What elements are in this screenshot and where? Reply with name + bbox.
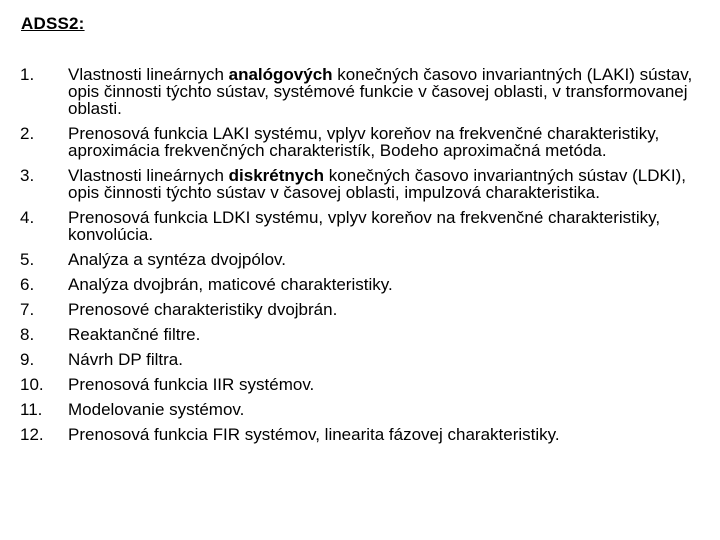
list-item <box>20 167 710 201</box>
item-number: 5. <box>20 250 35 269</box>
item-text-segment: Prenosová funkcia IIR systémov. <box>68 375 315 394</box>
list-item <box>20 401 710 418</box>
item-number: 11. <box>20 400 43 419</box>
list-item <box>20 326 710 343</box>
item-text-segment: Analýza dvojbrán, maticové charakteristiky. <box>68 275 393 294</box>
item-text <box>68 251 710 268</box>
item-text <box>68 66 710 117</box>
item-text <box>68 276 710 293</box>
item-number: 3. <box>20 166 35 185</box>
item-text-segment: Vlastnosti lineárnych <box>68 166 229 185</box>
item-text-segment: Vlastnosti lineárnych <box>68 65 229 84</box>
emphasized-text: analógových <box>228 65 333 84</box>
item-number: 8. <box>20 325 35 344</box>
item-text <box>68 351 710 368</box>
item-text <box>68 209 710 243</box>
list-item <box>20 276 710 293</box>
item-number: 6. <box>20 275 35 294</box>
item-number: 4. <box>20 208 35 227</box>
item-text-segment: konečných časovo invariantných sústav (LDKI), opis činnosti týchto sústav v časovej oblasti, impulzová charakteristika. <box>68 166 686 202</box>
item-text <box>68 401 710 418</box>
item-text <box>68 125 710 159</box>
item-text <box>68 301 710 318</box>
emphasized-text: diskrétnych <box>228 166 325 185</box>
item-number: 7. <box>20 300 35 319</box>
list-item <box>20 376 710 393</box>
item-number: 12. <box>20 425 44 444</box>
document-title: ADSS2: <box>21 14 85 33</box>
item-text-segment: Prenosová funkcia LDKI systému, vplyv koreňov na frekvenčné charakteristiky, konvolúcia. <box>68 208 661 244</box>
item-text-segment: Analýza a syntéza dvojpólov. <box>68 250 286 269</box>
item-text <box>68 326 710 343</box>
list-item <box>20 426 710 443</box>
list-item <box>20 125 710 159</box>
item-number: 2. <box>20 124 35 143</box>
item-text-segment: Prenosová funkcia FIR systémov, linearita fázovej charakteristiky. <box>68 425 560 444</box>
item-text-segment: konečných časovo invariantných (LAKI) sústav, opis činnosti týchto sústav, systémové funkcie v časovej oblasti, v transformovanej oblasti. <box>68 65 693 118</box>
item-text-segment: Návrh DP filtra. <box>68 350 183 369</box>
item-text-segment: Reaktančné filtre. <box>68 325 201 344</box>
item-text-segment: Prenosové charakteristiky dvojbrán. <box>68 300 338 319</box>
list-item <box>20 251 710 268</box>
list-item <box>20 351 710 368</box>
item-text <box>68 167 710 201</box>
item-text <box>68 376 710 393</box>
item-text <box>68 426 710 443</box>
item-number: 10. <box>20 375 44 394</box>
list-item <box>20 66 710 117</box>
item-text-segment: Modelovanie systémov. <box>68 400 245 419</box>
item-text-segment: Prenosová funkcia LAKI systému, vplyv koreňov na frekvenčné charakteristiky, aproximácia frekvenčných charakteristík, Bodeho aproximačná metóda. <box>68 124 660 160</box>
list-item <box>20 209 710 243</box>
topic-list <box>20 66 710 451</box>
item-number: 1. <box>20 65 35 84</box>
list-item <box>20 301 710 318</box>
item-number: 9. <box>20 350 35 369</box>
